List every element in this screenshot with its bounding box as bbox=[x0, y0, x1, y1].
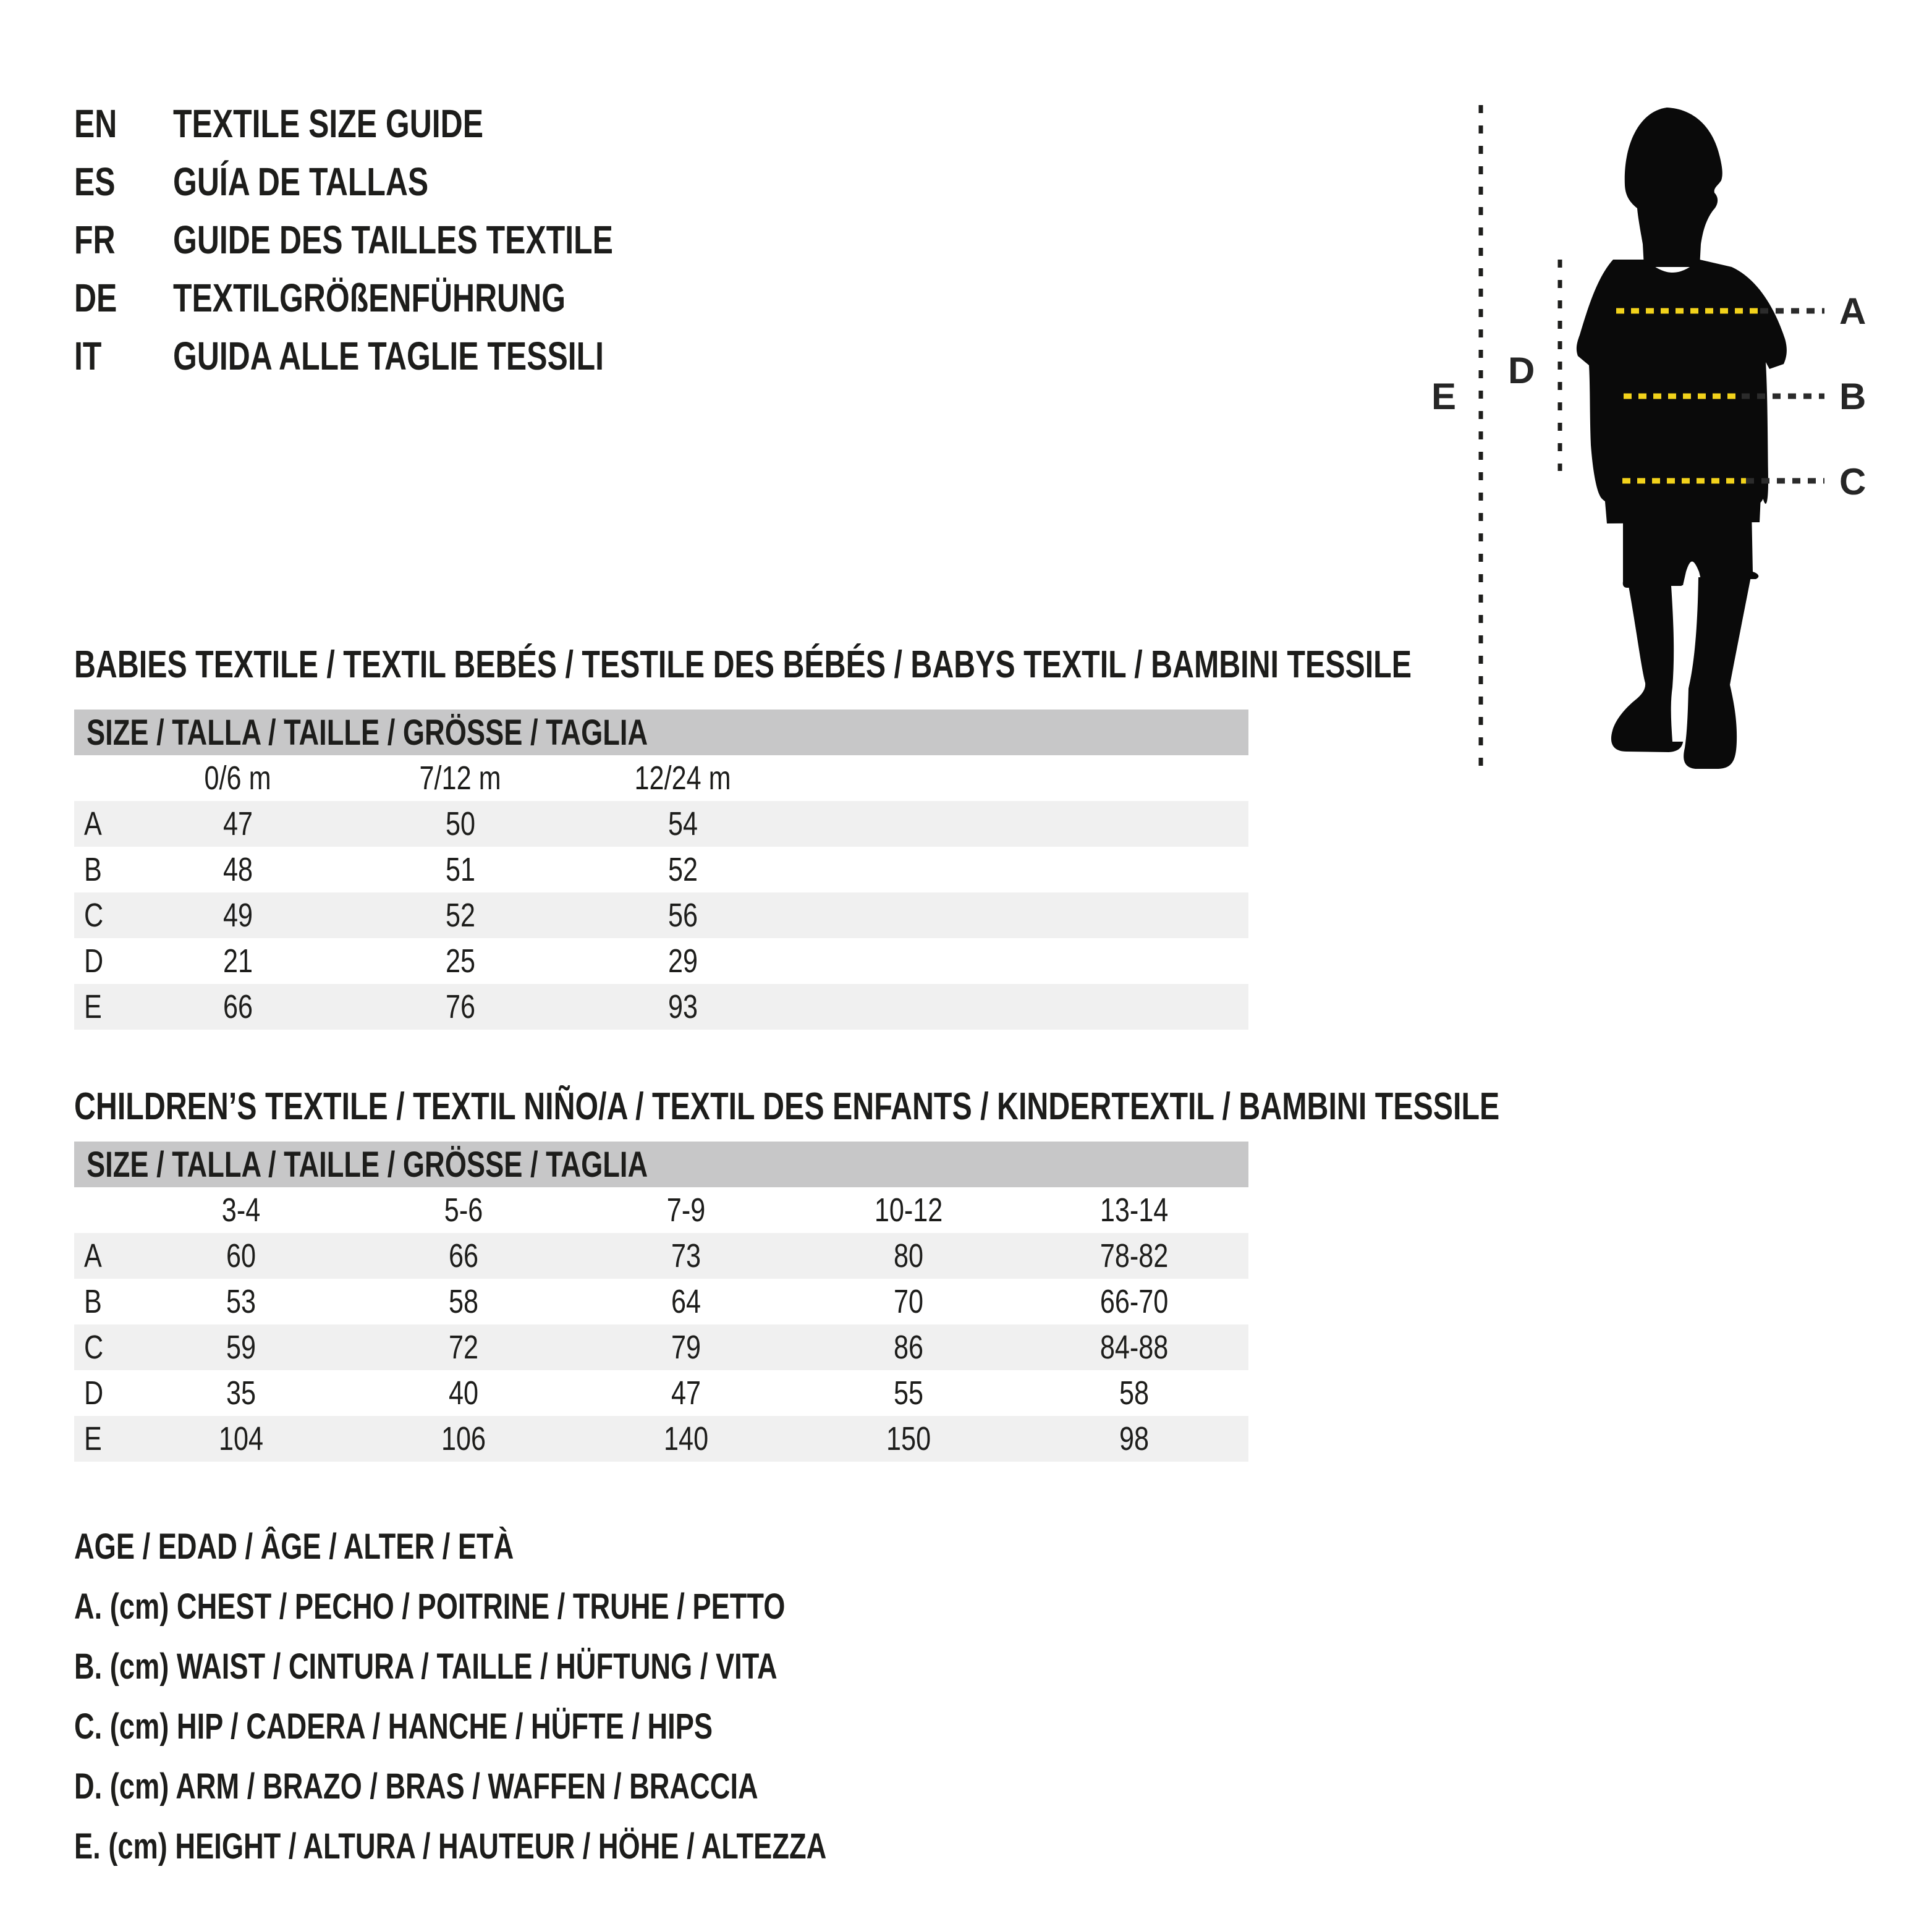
value-text: 55 bbox=[893, 1375, 924, 1412]
value-text: 53 bbox=[226, 1283, 256, 1320]
language-code-text: EN bbox=[74, 101, 117, 146]
value-text: 49 bbox=[222, 897, 253, 934]
column-header-cell bbox=[572, 759, 794, 797]
value-cell bbox=[797, 1420, 1020, 1458]
value-cell bbox=[575, 1420, 797, 1458]
value-cell bbox=[349, 942, 572, 980]
value-text: 84-88 bbox=[1099, 1329, 1169, 1366]
column-header-cell bbox=[130, 1191, 352, 1229]
value-text: 78-82 bbox=[1099, 1237, 1169, 1274]
legend-line-text: AGE / EDAD / ÂGE / ALTER / ETÀ bbox=[74, 1527, 514, 1567]
chest-label: A bbox=[1839, 290, 1866, 332]
column-header-cell bbox=[575, 1191, 797, 1229]
value-cell bbox=[352, 1420, 575, 1458]
children-table-row bbox=[74, 1324, 1248, 1370]
babies-table-row bbox=[74, 892, 1248, 938]
hip-label: C bbox=[1839, 461, 1866, 502]
value-text: 76 bbox=[445, 988, 476, 1025]
value-text: 54 bbox=[667, 805, 698, 842]
value-cell bbox=[797, 1328, 1020, 1366]
value-text: 59 bbox=[226, 1329, 256, 1366]
row-label bbox=[74, 1237, 130, 1275]
value-text: 48 bbox=[222, 851, 253, 888]
row-label-text: C bbox=[84, 1329, 104, 1366]
legend-line-text: B. (cm) WAIST / CINTURA / TAILLE / HÜFTUNG / VITA bbox=[74, 1646, 777, 1687]
value-text: 60 bbox=[226, 1237, 256, 1274]
height-label: E bbox=[1431, 376, 1457, 417]
row-label-text: A bbox=[84, 805, 102, 842]
value-cell bbox=[127, 988, 349, 1026]
value-text: 104 bbox=[218, 1420, 264, 1457]
children-table-header-bar bbox=[74, 1142, 1248, 1187]
column-header-text: 13-14 bbox=[1099, 1192, 1169, 1229]
babies-size-header-text: SIZE / TALLA / TAILLE / GRÖSSE / TAGLIA bbox=[87, 712, 648, 753]
language-code-text: FR bbox=[74, 218, 116, 262]
value-text: 64 bbox=[671, 1283, 701, 1320]
row-label-text: D bbox=[84, 1375, 104, 1412]
babies-table-row bbox=[74, 984, 1248, 1030]
value-text: 98 bbox=[1119, 1420, 1150, 1457]
column-header-cell bbox=[797, 1191, 1020, 1229]
column-header-cell bbox=[349, 759, 572, 797]
children-column-header-row bbox=[74, 1187, 1248, 1233]
legend-line bbox=[74, 1756, 951, 1816]
value-text: 150 bbox=[886, 1420, 931, 1457]
value-text: 73 bbox=[671, 1237, 701, 1274]
language-code bbox=[74, 275, 173, 321]
babies-table-row bbox=[74, 801, 1248, 847]
language-title: GUÍA DE TALLAS bbox=[173, 159, 429, 204]
row-label-text: E bbox=[84, 1420, 102, 1457]
language-code-text: IT bbox=[74, 334, 102, 378]
legend-line bbox=[74, 1577, 986, 1637]
children-table-row bbox=[74, 1370, 1248, 1416]
value-text: 79 bbox=[671, 1329, 701, 1366]
arm-label: D bbox=[1508, 350, 1535, 391]
value-cell bbox=[572, 850, 794, 889]
row-label-text: E bbox=[84, 988, 102, 1025]
row-label bbox=[74, 805, 127, 843]
value-text: 51 bbox=[445, 851, 476, 888]
value-cell bbox=[349, 850, 572, 889]
value-cell bbox=[797, 1237, 1020, 1275]
children-table-row bbox=[74, 1279, 1248, 1324]
row-label-text: D bbox=[84, 943, 104, 980]
row-label-text: B bbox=[84, 851, 102, 888]
language-row bbox=[74, 153, 501, 211]
babies-column-header-row bbox=[74, 755, 1248, 801]
value-text: 58 bbox=[448, 1283, 479, 1320]
value-text: 66 bbox=[222, 988, 253, 1025]
value-cell bbox=[127, 942, 349, 980]
children-size-header-text: SIZE / TALLA / TAILLE / GRÖSSE / TAGLIA bbox=[87, 1144, 648, 1185]
children-table-rows bbox=[74, 1187, 1248, 1462]
value-cell bbox=[127, 850, 349, 889]
value-cell bbox=[349, 805, 572, 843]
legend-line-text: E. (cm) HEIGHT / ALTURA / HAUTEUR / HÖHE / ALTEZZA bbox=[74, 1826, 827, 1866]
value-text: 93 bbox=[667, 988, 698, 1025]
value-cell bbox=[127, 805, 349, 843]
value-text: 86 bbox=[893, 1329, 924, 1366]
legend-line bbox=[74, 1637, 976, 1697]
value-cell bbox=[130, 1328, 352, 1366]
value-cell bbox=[575, 1328, 797, 1366]
value-text: 35 bbox=[226, 1375, 256, 1412]
child-silhouette-figure bbox=[1415, 87, 1932, 810]
legend-line-text: D. (cm) ARM / BRAZO / BRAS / WAFFEN / BRACCIA bbox=[74, 1766, 758, 1807]
children-size-table bbox=[74, 1142, 1248, 1462]
babies-size-table bbox=[74, 710, 1248, 1030]
value-text: 29 bbox=[667, 943, 698, 980]
value-cell bbox=[572, 942, 794, 980]
language-code-text: ES bbox=[74, 159, 116, 204]
value-cell bbox=[349, 896, 572, 934]
language-title: TEXTILGRÖßENFÜHRUNG bbox=[173, 276, 566, 320]
value-cell bbox=[352, 1282, 575, 1321]
value-cell bbox=[575, 1374, 797, 1412]
waist-label: B bbox=[1839, 376, 1866, 417]
babies-table-row bbox=[74, 938, 1248, 984]
value-cell bbox=[130, 1282, 352, 1321]
legend-line bbox=[74, 1517, 638, 1577]
value-cell bbox=[352, 1328, 575, 1366]
children-section-heading bbox=[74, 1085, 1902, 1128]
language-title: GUIDA ALLE TAGLIE TESSILI bbox=[173, 334, 604, 378]
value-cell bbox=[575, 1237, 797, 1275]
value-cell bbox=[572, 805, 794, 843]
row-label bbox=[74, 988, 127, 1026]
value-cell bbox=[572, 988, 794, 1026]
language-row bbox=[74, 269, 676, 327]
value-text: 140 bbox=[663, 1420, 709, 1457]
language-title: GUIDE DES TAILLES TEXTILE bbox=[173, 218, 613, 262]
column-header-cell bbox=[1020, 1191, 1248, 1229]
value-text: 40 bbox=[448, 1375, 479, 1412]
value-cell bbox=[1020, 1282, 1248, 1321]
children-section-heading-text: CHILDREN’S TEXTILE / TEXTIL NIÑO/A / TEXTIL DES ENFANTS / KINDERTEXTIL / BAMBINI TESSILE bbox=[74, 1085, 1500, 1128]
row-label-text: B bbox=[84, 1283, 102, 1320]
value-text: 72 bbox=[448, 1329, 479, 1366]
value-text: 52 bbox=[667, 851, 698, 888]
babies-section-heading bbox=[74, 643, 1789, 686]
row-label bbox=[74, 850, 127, 889]
language-row bbox=[74, 327, 726, 385]
legend-line-text: C. (cm) HIP / CADERA / HANCHE / HÜFTE / HIPS bbox=[74, 1706, 713, 1747]
babies-table-row bbox=[74, 847, 1248, 892]
column-header-cell bbox=[352, 1191, 575, 1229]
value-cell bbox=[127, 896, 349, 934]
language-row bbox=[74, 211, 737, 269]
row-label bbox=[74, 1282, 130, 1321]
value-cell bbox=[352, 1374, 575, 1412]
value-text: 47 bbox=[671, 1375, 701, 1412]
children-table-row bbox=[74, 1416, 1248, 1462]
column-header-text: 5-6 bbox=[444, 1192, 483, 1229]
language-code-text: DE bbox=[74, 276, 117, 320]
row-label bbox=[74, 1420, 130, 1458]
value-text: 50 bbox=[445, 805, 476, 842]
value-text: 52 bbox=[445, 897, 476, 934]
column-header-cell bbox=[127, 759, 349, 797]
value-text: 70 bbox=[893, 1283, 924, 1320]
value-text: 66-70 bbox=[1099, 1283, 1169, 1320]
value-cell bbox=[1020, 1328, 1248, 1366]
language-code bbox=[74, 217, 173, 263]
value-cell bbox=[1020, 1420, 1248, 1458]
language-code bbox=[74, 101, 173, 146]
legend-line bbox=[74, 1697, 892, 1756]
value-text: 56 bbox=[667, 897, 698, 934]
value-cell bbox=[130, 1420, 352, 1458]
row-label bbox=[74, 942, 127, 980]
value-cell bbox=[1020, 1374, 1248, 1412]
value-cell bbox=[797, 1282, 1020, 1321]
value-cell bbox=[797, 1374, 1020, 1412]
column-header-text: 7/12 m bbox=[419, 760, 502, 797]
language-code bbox=[74, 159, 173, 205]
babies-table-header-bar bbox=[74, 710, 1248, 755]
value-text: 25 bbox=[445, 943, 476, 980]
value-text: 80 bbox=[893, 1237, 924, 1274]
value-cell bbox=[130, 1237, 352, 1275]
babies-section-heading-text: BABIES TEXTILE / TEXTIL BEBÉS / TESTILE DES BÉBÉS / BABYS TEXTIL / BAMBINI TESSILE bbox=[74, 643, 1412, 686]
column-header-text: 10-12 bbox=[874, 1192, 943, 1229]
value-text: 106 bbox=[441, 1420, 486, 1457]
row-label bbox=[74, 1374, 130, 1412]
language-title: TEXTILE SIZE GUIDE bbox=[173, 101, 484, 146]
column-header-text: 3-4 bbox=[221, 1192, 261, 1229]
column-header-text: 7-9 bbox=[666, 1192, 706, 1229]
column-header-text: 0/6 m bbox=[204, 760, 272, 797]
value-cell bbox=[572, 896, 794, 934]
language-code bbox=[74, 333, 173, 379]
value-text: 66 bbox=[448, 1237, 479, 1274]
babies-table-rows bbox=[74, 755, 1248, 1030]
row-label bbox=[74, 1328, 130, 1366]
legend-line-text: A. (cm) CHEST / PECHO / POITRINE / TRUHE / PETTO bbox=[74, 1587, 786, 1627]
row-label bbox=[74, 896, 127, 934]
children-table-row bbox=[74, 1233, 1248, 1279]
value-cell bbox=[1020, 1237, 1248, 1275]
language-row bbox=[74, 95, 571, 153]
value-cell bbox=[349, 988, 572, 1026]
value-text: 58 bbox=[1119, 1375, 1150, 1412]
value-text: 21 bbox=[222, 943, 253, 980]
legend-line bbox=[74, 1816, 1039, 1876]
value-cell bbox=[352, 1237, 575, 1275]
value-text: 47 bbox=[222, 805, 253, 842]
row-label-text: C bbox=[84, 897, 104, 934]
row-label-text: A bbox=[84, 1237, 102, 1274]
value-cell bbox=[130, 1374, 352, 1412]
column-header-text: 12/24 m bbox=[634, 760, 732, 797]
value-cell bbox=[575, 1282, 797, 1321]
